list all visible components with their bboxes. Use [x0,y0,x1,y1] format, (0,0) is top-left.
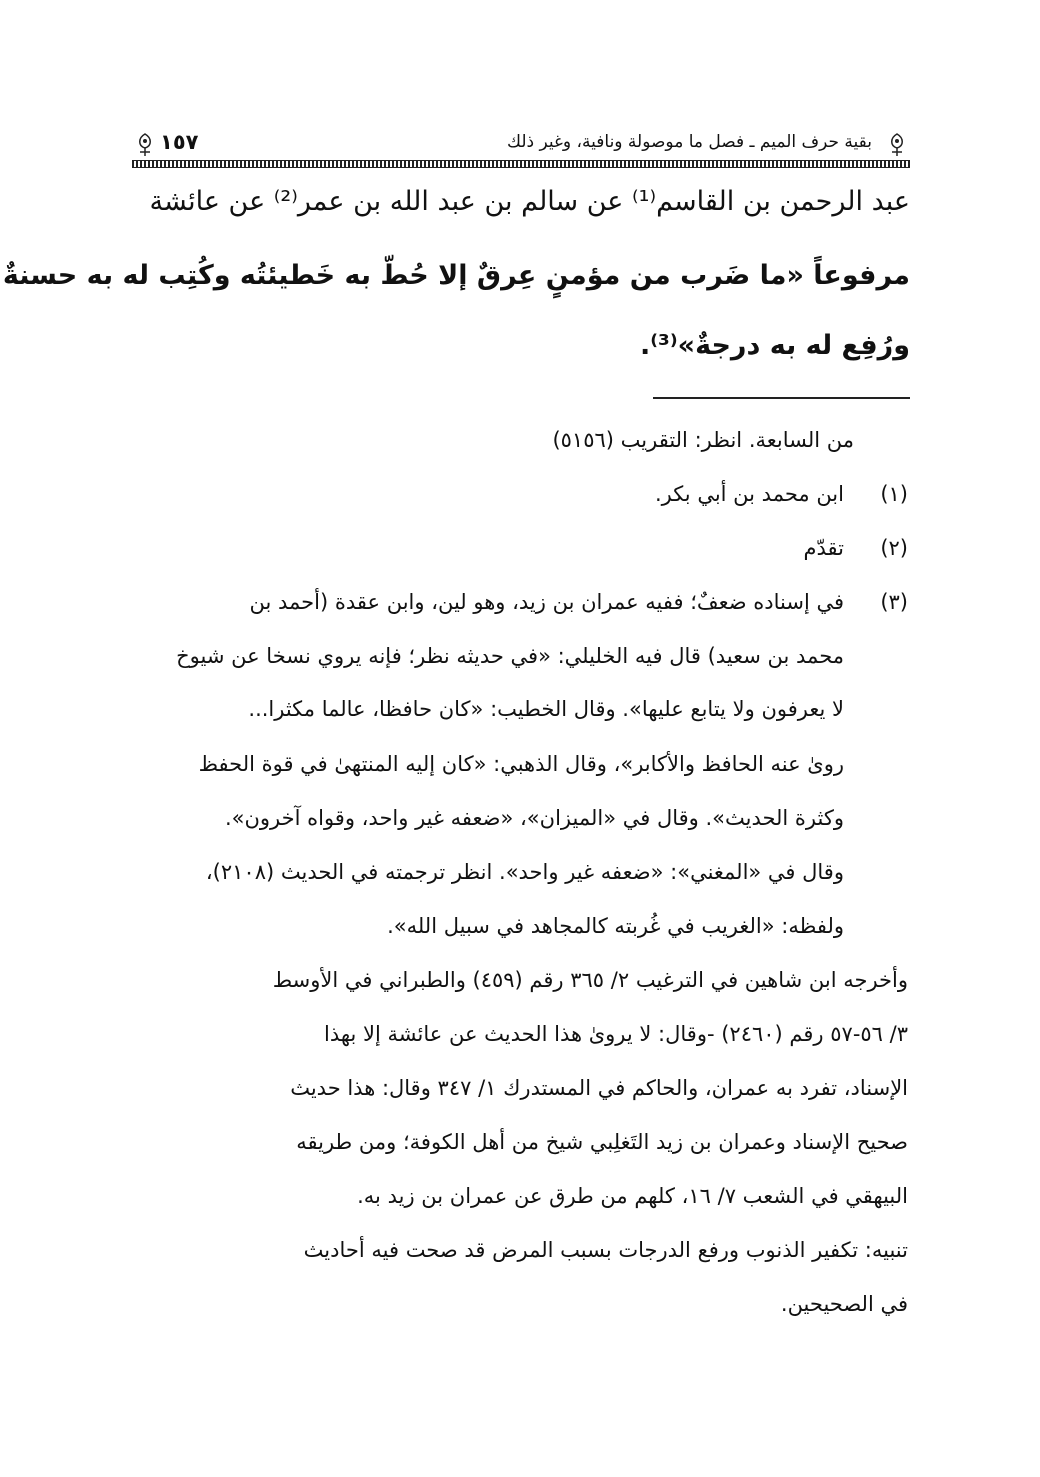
main-text-line-1-content: عبد الرحمن بن القاسم⁽¹⁾ عن سالم بن عبد الله بن عمر⁽²⁾ عن عائشة [149,186,910,217]
takhrij-line: وأخرجه ابن شاهين في الترغيب ٢/ ٣٦٥ رقم (٤٥٩) والطبراني في الأوسط [272,968,908,992]
footnote-3-number: (٣) [880,590,908,614]
footnote-3-line: ولفظه: «الغريب في غُربته كالمجاهد في سبيل الله». [387,914,844,938]
tanbih-line: في الصحيحين. [780,1292,908,1316]
page-number: ١٥٧ [160,130,199,154]
footnote-3-line: وقال في «المغني»: «ضعفه غير واحد». انظر ترجمته في الحديث (٢١٠٨)، [205,860,844,884]
footnote-3-line: لا يعرفون ولا يتابع عليها». وقال الخطيب: «كان حافظا، عالما مكثرا... [248,697,844,721]
footnote-3-line: في إسناده ضعفٌ؛ ففيه عمران بن زيد، وهو لين، وابن عقدة (أحمد بن [249,590,844,614]
footnote-3-line: محمد بن سعيد) قال فيه الخليلي: «في حديثه نظر؛ فإنه يروي نسخا عن شيوخ [176,644,844,668]
takhrij-line: ٣/ ٥٦-٥٧ رقم (٢٤٦٠) -وقال: لا يروىٰ هذا الحديث عن عائشة إلا بهذا [323,1022,908,1046]
footnote-3-line: روىٰ عنه الحافظ والأكابر»، وقال الذهبي: «كان إليه المنتهىٰ في قوة الحفظ [198,752,844,776]
takhrij-line: البيهقي في الشعب ٧/ ١٦، كلهم من طرق عن عمران بن زيد به. [357,1184,908,1208]
takhrij-line: صحيح الإسناد وعمران بن زيد التَغلِبي شيخ من أهل الكوفة؛ ومن طريقه [296,1130,908,1154]
header-rule [132,160,910,168]
footnote-1-number: (١) [880,482,908,506]
footnote-2-number: (٢) [880,536,908,560]
footnote-2-text: تقدّم [803,536,844,560]
footnote-3-line: وكثرة الحديث». وقال في «الميزان»، «ضعفه غير واحد، وقواه آخرون». [224,806,844,830]
footnote-separator [653,397,910,399]
footnote-1-text: ابن محمد بن أبي بكر. [654,482,844,506]
main-text-line-3-content: ورُفِع له به درجةٌ»⁽³⁾. [639,330,910,361]
footnote-intro: من السابعة. انظر: التقريب (٥١٥٦) [552,428,854,452]
tanbih-line: تنبيه: تكفير الذنوب ورفع الدرجات بسبب المرض قد صحت فيه أحاديث [303,1238,908,1262]
running-header [132,130,910,170]
header-ornament-right-icon [886,132,908,158]
main-text-line-2-content: مرفوعاً «ما ضَرب من مؤمنٍ عِرقٌ إلا حُطّ به خَطيئتُه وكُتِب له به حسنةٌ [2,260,910,291]
takhrij-line: الإسناد، تفرد به عمران، والحاكم في المستدرك ١/ ٣٤٧ وقال: هذا حديث [290,1076,908,1100]
header-title: بقية حرف الميم ـ فصل ما موصولة ونافية، وغير ذلك [507,132,872,152]
header-ornament-left-icon [134,132,156,158]
